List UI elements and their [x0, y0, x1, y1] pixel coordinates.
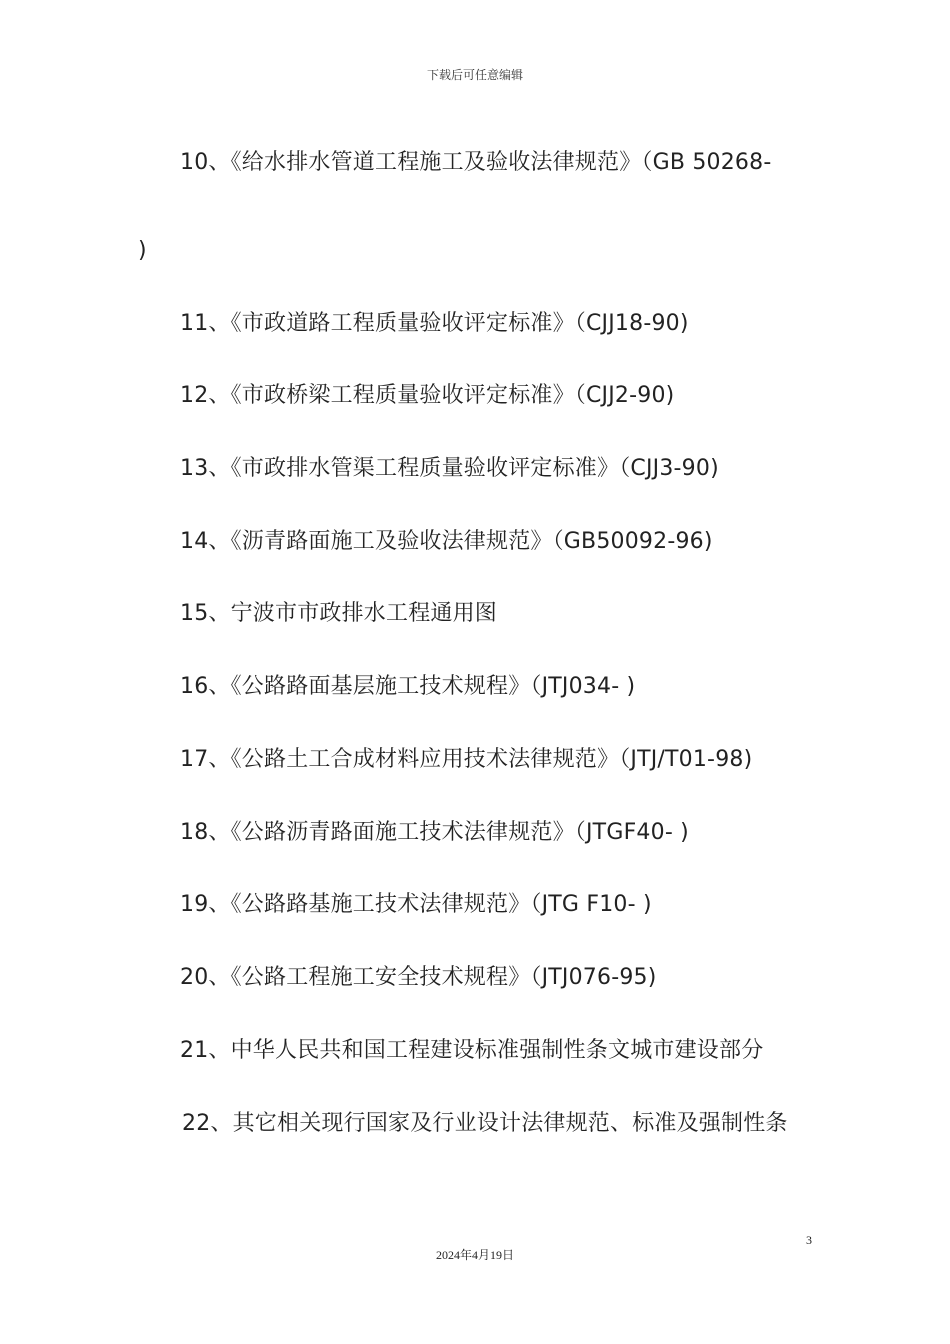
- list-item: 15、宁波市市政排水工程通用图: [180, 601, 497, 626]
- page-number: 3: [806, 1233, 812, 1247]
- list-item: 21、中华人民共和国工程建设标准强制性条文城市建设部分: [180, 1038, 764, 1063]
- list-item: 13、《市政排水管渠工程质量验收评定标准》（CJJ3-90): [180, 456, 719, 481]
- list-item: 10、《给水排水管道工程施工及验收法律规范》（GB 50268-: [180, 150, 772, 175]
- list-item: 17、《公路土工合成材料应用技术法律规范》（JTJ/T01-98): [180, 747, 753, 772]
- page-header: 下载后可任意编辑: [426, 68, 523, 82]
- list-item: 19、《公路路基施工技术法律规范》（JTG F10- ): [180, 892, 652, 917]
- list-item: 16、《公路路面基层施工技术规程》（JTJ034- ): [180, 674, 636, 699]
- list-item: 14、《沥青路面施工及验收法律规范》（GB50092-96): [180, 529, 713, 554]
- list-item: ): [138, 238, 147, 263]
- list-item: 12、《市政桥梁工程质量验收评定标准》（CJJ2-90): [180, 383, 675, 408]
- footer-date: 2024年4月19日: [435, 1248, 514, 1262]
- list-item: 20、《公路工程施工安全技术规程》（JTJ076-95): [180, 965, 657, 990]
- list-item: 22、其它相关现行国家及行业设计法律规范、标准及强制性条: [182, 1111, 788, 1136]
- list-item: 11、《市政道路工程质量验收评定标准》（CJJ18-90): [180, 311, 689, 336]
- list-item: 18、《公路沥青路面施工技术法律规范》（JTGF40- ): [180, 820, 689, 845]
